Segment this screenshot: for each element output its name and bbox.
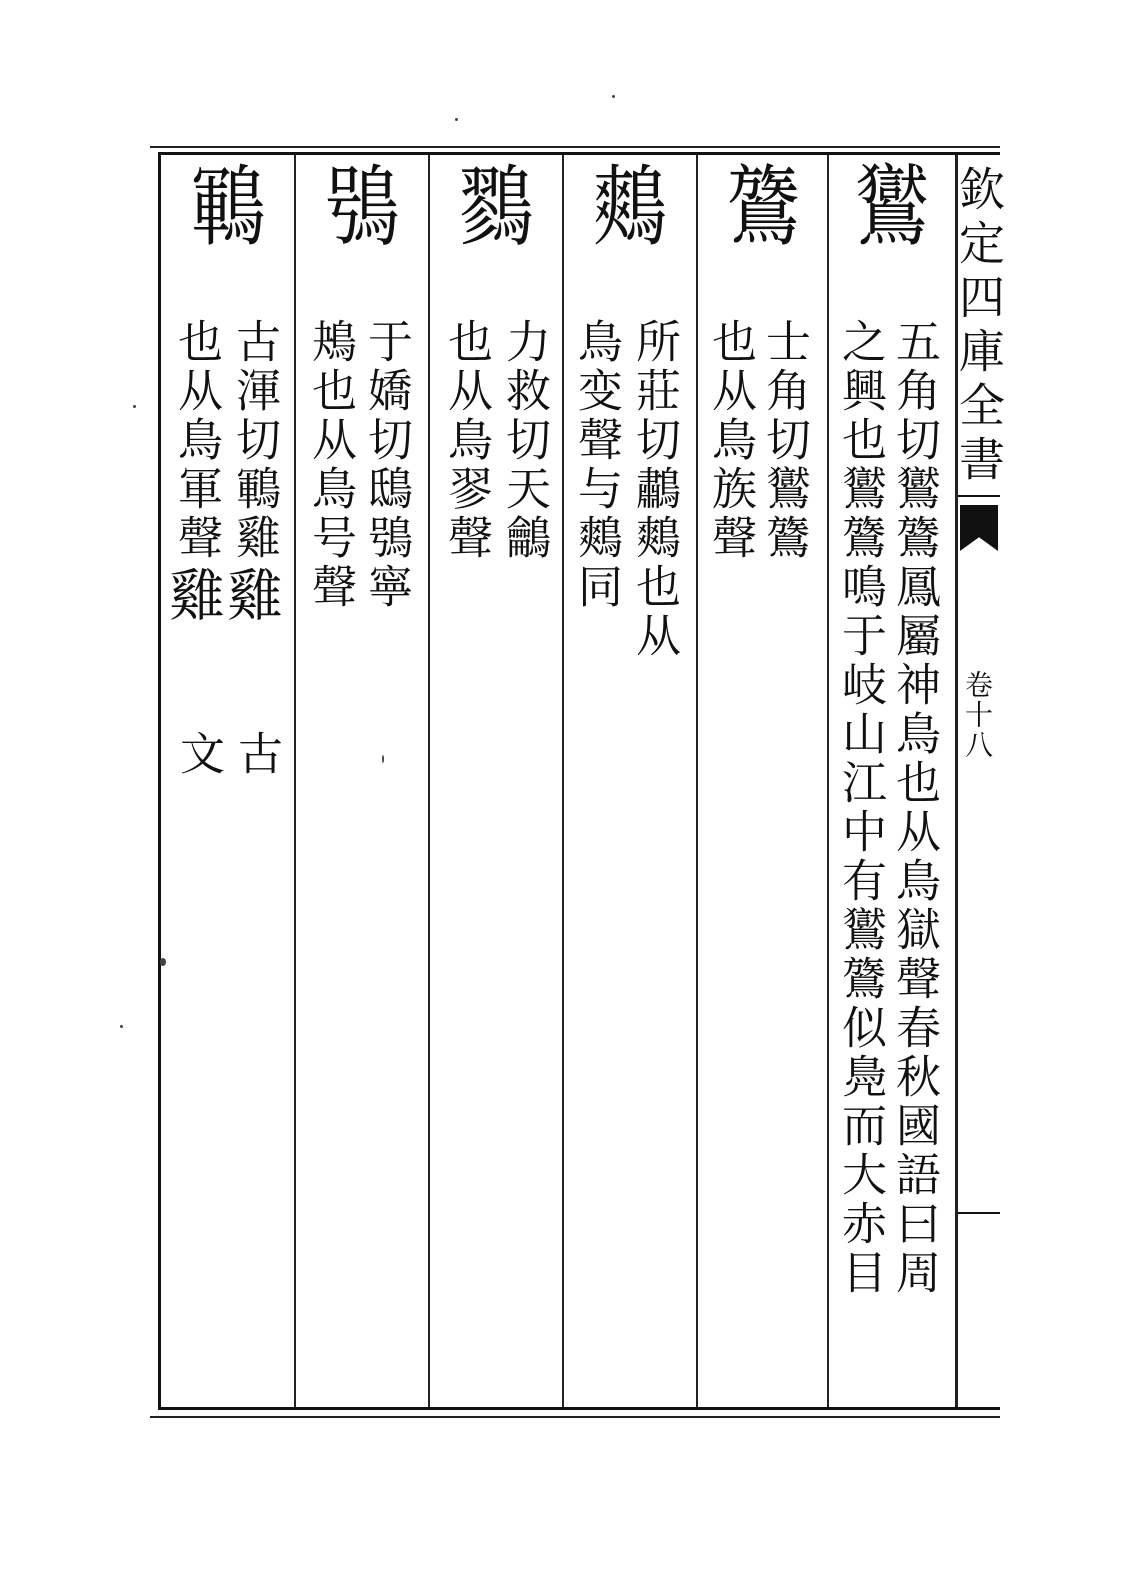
entry-line: 士角切鸑鷟	[758, 318, 811, 563]
entry-line: 所莊切鷫鷞也从	[628, 318, 681, 661]
frame-top-rule	[150, 146, 1000, 148]
scan-speck	[382, 755, 384, 763]
entry-line: 古渾切鶤雞	[228, 318, 281, 563]
entry-line: 力救切天鸙	[498, 318, 551, 563]
seal-inline-glyph: 雞	[160, 566, 225, 624]
column-rule	[562, 155, 564, 1407]
seal-headword: 鶤	[178, 160, 267, 254]
column-rule	[827, 155, 829, 1407]
scan-speck	[133, 405, 136, 408]
entry-line-tail: 文	[172, 730, 225, 779]
column-rule	[428, 155, 430, 1407]
frame-bottom-rule	[150, 1416, 1000, 1418]
scan-speck	[612, 95, 615, 98]
entry-line: 于嬌切鴟鴞寧	[360, 318, 413, 612]
entry-line: 鴂也从鳥号聲	[304, 318, 357, 612]
seal-headword: 鸑	[842, 160, 931, 254]
entry-line: 鳥变聲与鷞同	[570, 318, 623, 612]
seal-headword: 鷟	[714, 160, 803, 254]
seal-headword: 鷞	[580, 160, 669, 254]
entry-line: 也从鳥族聲	[704, 318, 757, 563]
seal-inline-glyph: 雞	[218, 566, 283, 624]
seal-headword: 鴞	[312, 160, 401, 254]
entry-line-tail: 古	[230, 730, 283, 779]
scan-speck	[160, 958, 166, 966]
book-title: 欽定四庫全書	[952, 165, 1006, 489]
entry-line: 也从鳥翏聲	[440, 318, 493, 563]
entry-line: 五角切鸑鷟鳳屬神鳥也从鳥獄聲春秋國語曰周	[888, 318, 941, 1298]
scan-speck	[455, 118, 458, 121]
column-rule	[696, 155, 698, 1407]
seal-headword: 鷚	[446, 160, 535, 254]
margin-rule	[958, 495, 1000, 497]
volume-label: 卷十八	[961, 670, 994, 760]
margin-rule	[958, 1212, 1000, 1214]
scan-speck	[120, 1025, 123, 1028]
column-rule	[294, 155, 296, 1407]
entry-line: 也从鳥軍聲	[170, 318, 223, 563]
entry-line: 之興也鸑鷟鳴于岐山江中有鸑鷟似鳧而大赤目	[834, 318, 887, 1298]
